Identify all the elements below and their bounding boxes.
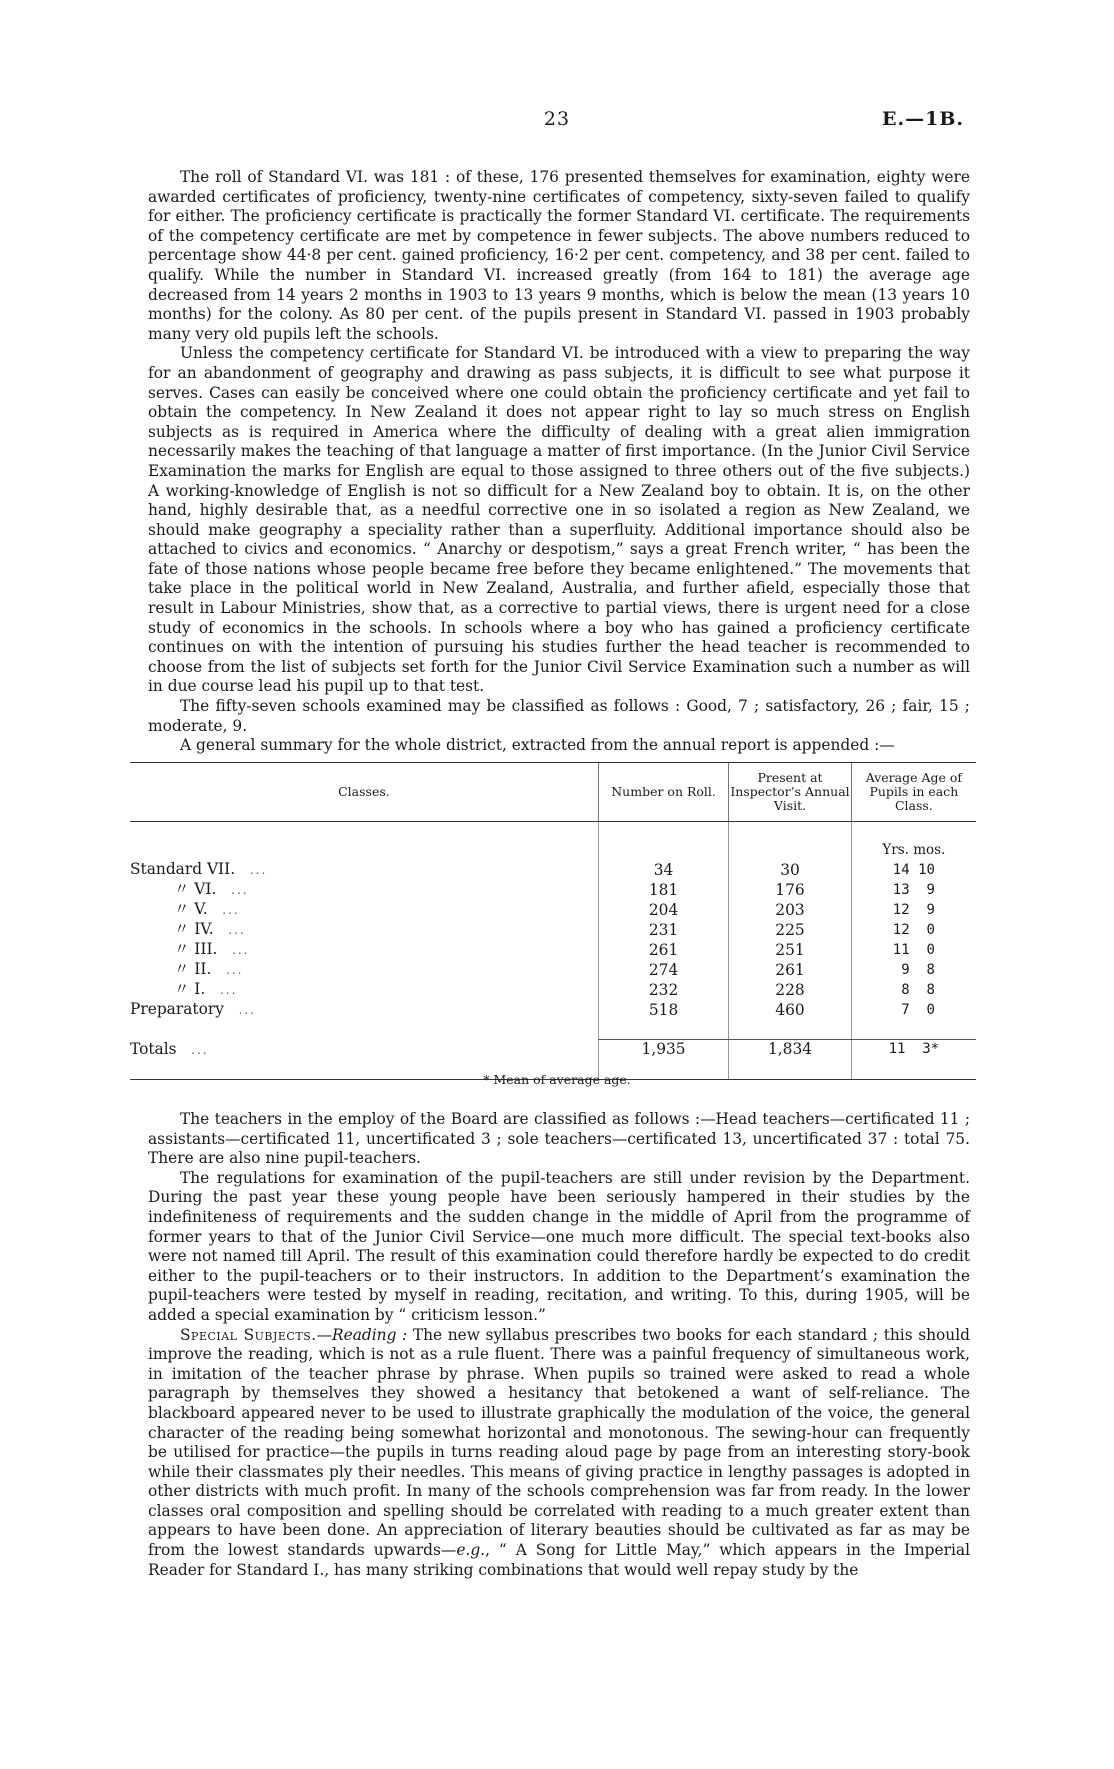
class-label: 〃 IV.	[174, 920, 214, 938]
age-value: 14 10	[851, 860, 976, 880]
age-value: 8 8	[851, 980, 976, 1000]
present-value: 228	[729, 980, 851, 1000]
roll-value: 518	[598, 1000, 728, 1020]
table-row	[130, 880, 976, 900]
table-header-row	[130, 763, 976, 822]
age-value: 7 0	[851, 1000, 976, 1020]
leader-dots: ...	[226, 963, 244, 977]
table-row	[130, 960, 976, 980]
roll-value: 181	[598, 880, 728, 900]
present-value: 460	[729, 1000, 851, 1020]
body-text-bottom	[148, 1110, 970, 1580]
leader-dots: ...	[231, 883, 249, 897]
paragraph: The roll of Standard VI. was 181 : of these, 176 presented themselves for examination, eighty were awarded certificates of proficiency, twenty-nine certificates of competency, sixty-seven failed to qualify for either. The proficiency certificate is practically the former Standard VI. certificate. The requirements of the competency certificate are met by competence in fewer subjects. The above numbers reduced to percentage show 44·8 per cent. gained proficiency, 16·2 per cent. competency, and 38 per cent. failed to qualify. While the number in Standard VI. increased greatly (from 164 to 181) the average age decreased from 14 years 2 months in 1903 to 13 years 9 months, which is below the mean (13 years 10 months) for the colony. As 80 per cent. of the pupils present in Standard VI. passed in 1903 probably many very old pupils left the schools.	[148, 168, 970, 343]
roll-value: 261	[598, 940, 728, 960]
present-value: 30	[729, 860, 851, 880]
class-label: Preparatory	[130, 1000, 224, 1018]
age-value: 12 9	[851, 900, 976, 920]
header-present: Present at Inspector’s Annual Visit.	[729, 763, 851, 822]
section-subheading: Reading :	[332, 1325, 408, 1344]
present-value: 203	[729, 900, 851, 920]
leader-dots: ...	[249, 863, 268, 877]
present-value: 261	[729, 960, 851, 980]
header-roll: Number on Roll.	[598, 763, 728, 822]
leader-dots: ...	[232, 943, 250, 957]
roll-value: 204	[598, 900, 728, 920]
paragraph: The fifty-seven schools examined may be classified as follows : Good, 7 ; satisfactory, 26 ; fair, 15 ; moderate, 9.	[148, 697, 970, 735]
paragraph-text: , “ A Song for Little May,” which appears in the Imperial Reader for Standard I., has many striking combinations that would well repay study by the	[148, 1541, 970, 1579]
leader-dots: ...	[191, 1042, 209, 1057]
roll-value: 231	[598, 920, 728, 940]
class-label: 〃 I.	[174, 980, 206, 998]
age-value: 11 0	[851, 940, 976, 960]
table-row	[130, 1000, 976, 1020]
totals-age: 11 3*	[851, 1040, 976, 1060]
roll-value: 232	[598, 980, 728, 1000]
roll-value: 274	[598, 960, 728, 980]
document-reference: E.—1B.	[882, 108, 964, 130]
totals-row	[130, 1040, 976, 1060]
table-row	[130, 860, 976, 880]
class-label: Standard VII.	[130, 860, 236, 878]
age-units: Yrs. mos.	[851, 841, 976, 860]
age-value: 13 9	[851, 880, 976, 900]
table-row	[130, 900, 976, 920]
body-text-top	[148, 168, 970, 756]
totals-present: 1,834	[729, 1040, 851, 1060]
age-value: 12 0	[851, 920, 976, 940]
summary-table	[130, 762, 976, 1080]
table-row	[130, 940, 976, 960]
present-value: 225	[729, 920, 851, 940]
paragraph: The regulations for examination of the pupil-teachers are still under revision by the Department. During the past year these young people have been seriously hampered in their studies by the indefiniteness of requirements and the sudden change in the middle of April from the programme of former years to that of the Junior Civil Service—one much more difficult. The special text-books also were not named till April. The result of this examination could therefore hardly be expected to do credit either to the pupil-teachers or to their instructors. In addition to the Department’s examination the pupil-teachers were tested by myself in reading, recitation, and writing. To this, during 1905, will be added a special examination by “ criticism lesson.”	[148, 1168, 970, 1324]
leader-dots: ...	[219, 983, 238, 997]
page-number: 23	[543, 108, 571, 130]
paragraph: The teachers in the employ of the Board are classified as follows :—Head teachers—certificated 11 ; assistants—certificated 11, uncertificated 3 ; sole teachers—certificated 13, uncertificated 37 : total 75. There are also nine pupil-teachers.	[148, 1110, 970, 1168]
header-classes: Classes.	[130, 763, 598, 822]
table-row	[130, 920, 976, 940]
table-row	[130, 980, 976, 1000]
class-label: 〃 II.	[174, 960, 212, 978]
leader-dots: ...	[222, 903, 240, 917]
class-label: 〃 VI.	[174, 880, 217, 898]
paragraph: Unless the competency certificate for Standard VI. be introduced with a view to preparing the way for an abandonment of geography and drawing as pass subjects, it is difficult to see what purpose it serves. Cases can easily be conceived where one could obtain the proficiency certificate and yet fail to obtain the competency. In New Zealand it does not appear right to lay so much stress on English subjects as is required in America where the difficulty of dealing with a great alien immigration necessarily makes the teaching of that language a matter of first importance. (In the Junior Civil Service Examination the marks for English are equal to those assigned to three others out of the five subjects.) A working-knowledge of English is not so difficult for a New Zealand boy to obtain. It is, on the other hand, highly desirable that, as a needful corrective one in so isolated a region as New Zealand, we should make geography a speciality rather than a superfluity. Additional importance should also be attached to civics and economics. “ Anarchy or despotism,” says a great French writer, “ has been the fate of those nations whose people became free before they became enlightened.” The movements that take place in the political world in New Zealand, Australia, and further afield, especially those that result in Labour Ministries, show that, as a corrective to partial views, there is urgent need for a close study of economics in the schools. In schools where a boy who has gained a proficiency certificate continues on with the intention of pursuing his studies further the head teacher is recommended to choose from the list of subjects set forth for the Junior Civil Service Examination such a number as will in due course lead his pupil up to that test.	[148, 344, 970, 696]
section-heading: Special Subjects.	[180, 1325, 317, 1344]
totals-label: Totals	[130, 1039, 177, 1058]
abbreviation: e.g.	[456, 1541, 486, 1560]
class-label: 〃 III.	[174, 940, 218, 958]
class-label: 〃 V.	[174, 900, 208, 918]
header-average-age: Average Age of Pupils in each Class.	[851, 763, 976, 822]
leader-dots: ...	[228, 923, 246, 937]
special-subjects-paragraph: Special Subjects.—Reading : The new syllabus prescribes two books for each standard ; this should improve the reading, which is not as a rule fluent. There was a painful frequency of simultaneous work, in imitation of the teacher phrase by phrase. When pupils so trained were asked to read a whole paragraph by themselves they showed a hesitancy that betokened a want of self-reliance. The blackboard appeared never to be used to illustrate graphically the modulation of the voice, the general character of the reading being somewhat horizontal and monotonous. The sewing-hour can frequently be utilised for practice—the pupils in turns reading aloud page by page from an interesting story-book while their classmates ply their needles. This means of giving practice in lengthy passages is adopted in other districts with much profit. In many of the schools comprehension was far from ready. In the lower classes oral composition and spelling should be correlated with reading to a much greater extent than appears to have been done. An appreciation of literary beauties should be cultivated as far as may be from the lowest standards upwards—e.g., “ A Song for Little May,” which appears in the Imperial Reader for Standard I., has many striking combinations that would well repay study by the	[148, 1325, 970, 1579]
paragraph-text: The new syllabus prescribes two books for each standard ; this should improve the reading, which is not as a rule fluent. There was a painful frequency of simultaneous work, in imitation of the teacher phrase by phrase. When pupils so trained were asked to read a whole paragraph by themselves they showed a hesitancy that betokened a want of self-reliance. The blackboard appeared never to be used to illustrate graphically the modulation of the voice, the general character of the reading being somewhat horizontal and monotonous. The sewing-hour can frequently be utilised for practice—the pupils in turns reading aloud page by page from an interesting story-book while their classmates ply their needles. This means of giving practice in lengthy passages is adopted in other districts with much profit. In many of the schools comprehension was far from ready. In the lower classes oral composition and spelling should be correlated with reading to a much greater extent than appears to have been done. An appreciation of literary beauties should be cultivated as far as may be from the lowest standards upwards—	[148, 1325, 970, 1560]
paragraph: A general summary for the whole district, extracted from the annual report is appended :—	[180, 736, 895, 755]
present-value: 176	[729, 880, 851, 900]
present-value: 251	[729, 940, 851, 960]
page-header	[0, 108, 1114, 138]
roll-value: 34	[598, 860, 728, 880]
totals-roll: 1,935	[598, 1040, 728, 1060]
age-value: 9 8	[851, 960, 976, 980]
leader-dots: ...	[238, 1003, 257, 1017]
table-footnote: * Mean of average age.	[483, 1072, 631, 1087]
